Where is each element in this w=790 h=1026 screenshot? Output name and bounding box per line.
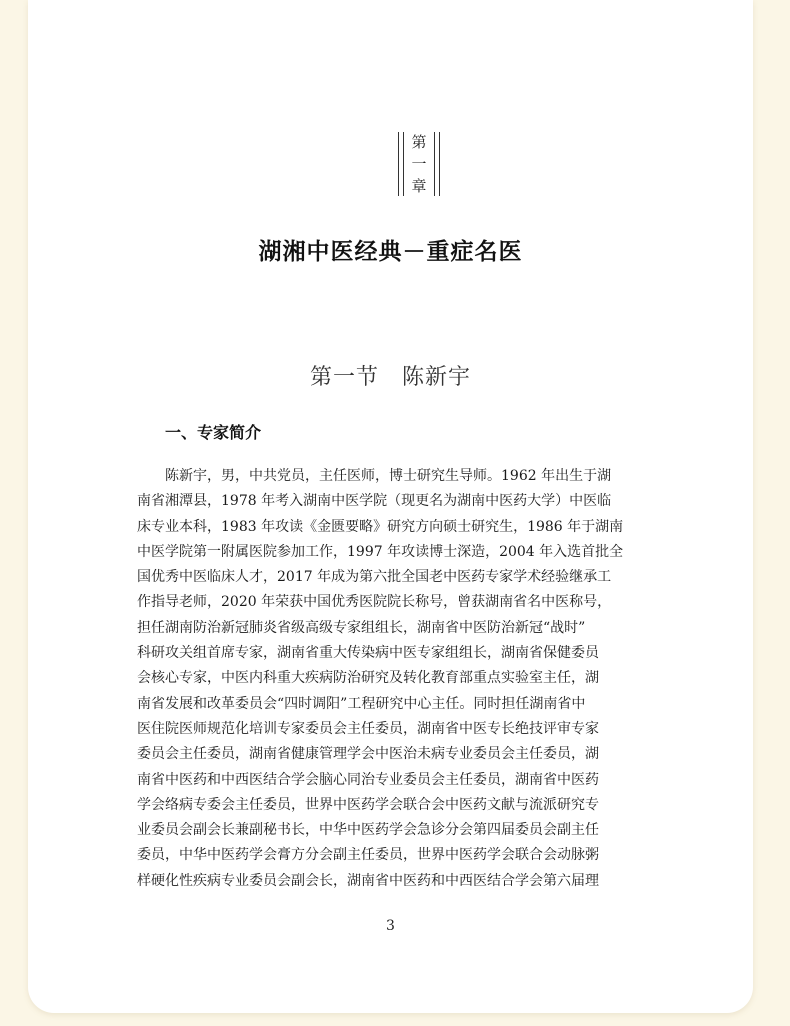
body-line: 科研攻关组首席专家，湖南省重大传染病中医专家组组长，湖南省保健委员 (137, 645, 599, 662)
page-number: 3 (386, 918, 395, 934)
body-line: 业委员会副会长兼副秘书长，中华中医药学会急诊分会第四届委员会副主任 (137, 822, 599, 839)
body-line: 样硬化性疾病专业委员会副会长，湖南省中医药和中西医结合学会第六届理 (137, 872, 599, 889)
body-line: 学会络病专委会主任委员，世界中医药学会联合会中医药文献与流派研究专 (137, 796, 599, 813)
body-line: 南省发展和改革委员会“四时调阳”工程研究中心主任。同时担任湖南省中 (137, 695, 586, 712)
body-line: 国优秀中医临床人才，2017 年成为第六批全国老中医药专家学术经验继承工 (137, 569, 612, 586)
chapter-number (399, 132, 439, 196)
chapter-mark (398, 132, 440, 196)
body-line: 委员，中华中医药学会膏方分会副主任委员，世界中医药学会联合会动脉粥 (137, 847, 599, 864)
body-line: 南省湘潭县，1978 年考入湖南中医学院（现更名为湖南中医药大学）中医临 (137, 493, 612, 510)
chapter-mark-char-1: 第 (411, 133, 427, 151)
body-line: 医住院医师规范化培训专家委员会主任委员，湖南省中医专长绝技评审专家 (137, 720, 599, 737)
body-line: 作指导老师，2020 年荣获中国优秀医院院长称号，曾获湖南省名中医称号， (137, 594, 612, 611)
body-line: 中医学院第一附属医院参加工作，1997 年攻读博士深造，2004 年入选首批全 (137, 543, 624, 560)
body-line: 委员会主任委员，湖南省健康管理学会中医治未病专业委员会主任委员，湖 (137, 746, 599, 763)
body-line: 床专业本科，1983 年攻读《金匮要略》研究方向硕士研究生，1986 年于湖南 (137, 518, 624, 535)
body-paragraph (137, 464, 653, 894)
body-line: 会核心专家，中医内科重大疾病防治研究及转化教育部重点实验室主任，湖 (137, 670, 599, 687)
chapter-title: 湖湘中医经典－重症名医 (258, 239, 523, 265)
chapter-mark-char-2: 一 (411, 155, 427, 173)
chapter-mark-char-3: 章 (411, 177, 427, 195)
book-page (28, 0, 753, 1013)
body-line: 南省中医药和中西医结合学会脑心同治专业委员会主任委员，湖南省中医药 (137, 771, 599, 788)
section-title: 第一节 陈新宇 (309, 365, 471, 390)
body-line: 担任湖南防治新冠肺炎省级高级专家组组长，湖南省中医防治新冠“战时” (137, 619, 586, 636)
body-line: 陈新宇，男，中共党员，主任医师，博士研究生导师。1962 年出生于湖 (165, 468, 612, 484)
subheading-expert-intro: 一、专家简介 (165, 423, 262, 442)
